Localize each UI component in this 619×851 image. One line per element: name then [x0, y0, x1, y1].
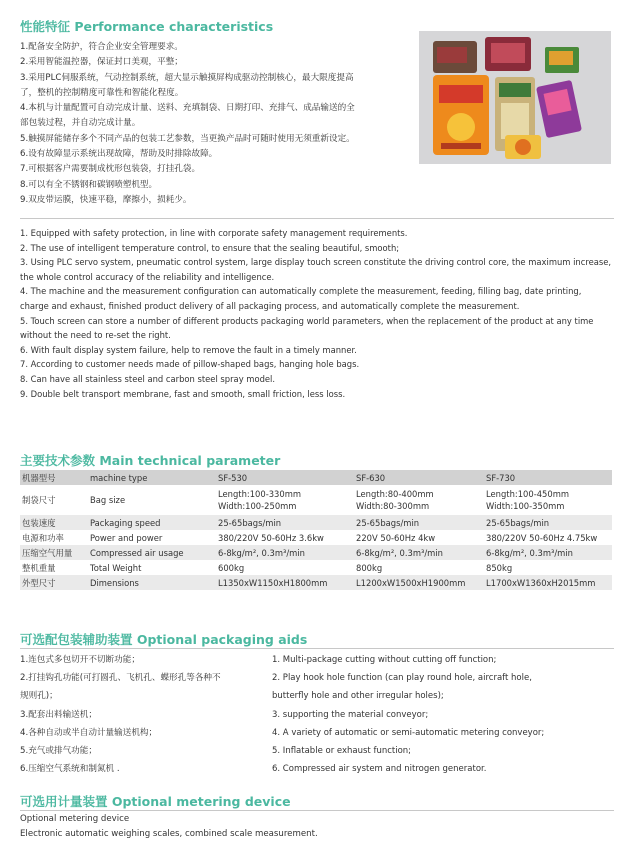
list-item: 5.触摸屏能储存多个不同产品的包装工艺参数，当更换产品时可随时使用无须重新设定。	[20, 133, 355, 144]
aids-title: 可选配包装辅助装置 Optional packaging aids	[20, 632, 308, 647]
table-cell: 6-8kg/m², 0.3m³/min	[486, 547, 573, 558]
divider	[20, 218, 614, 219]
table-cell: 整机重量	[22, 562, 56, 573]
cell-line: Width:100-250mm	[218, 501, 297, 511]
performance-en-list	[20, 226, 612, 401]
table-cell: 800kg	[356, 562, 383, 573]
cell-line: Length:80-400mm	[356, 489, 434, 499]
performance-title: 性能特征 Performance characteristics	[20, 19, 274, 34]
list-item: 7. According to customer needs made of pillow-shaped bags, hanging hole bags.	[20, 359, 360, 370]
list-item: 6.设有故障显示系统出现故障，帮助及时排除故障。	[20, 149, 218, 160]
table-row	[20, 470, 612, 485]
table-cell: 外型尺寸	[22, 577, 56, 588]
table-cell: 机器型号	[22, 472, 56, 483]
performance-cn-list	[20, 40, 415, 208]
table-cell: 25-65bags/min	[486, 517, 550, 528]
cell-line: Length:100-330mm	[218, 489, 302, 499]
list-item: 2.打挂钩孔功能(可打圆孔、飞机孔、蝶形孔等各种不	[20, 673, 221, 684]
table-cell: 电源和功率	[22, 532, 64, 543]
table-cell: Dimensions	[90, 577, 139, 588]
list-item: 4. A variety of automatic or semi-automatic metering conveyor;	[272, 727, 545, 738]
metering-title: 可选用计量装置 Optional metering device	[20, 794, 291, 809]
cell-line: Length:100-450mm	[486, 489, 570, 499]
table-cell: 6-8kg/m², 0.3m³/min	[218, 547, 305, 558]
table-cell: 600kg	[218, 562, 245, 573]
table-cell: 380/220V 50-60Hz 4.75kw	[486, 532, 598, 543]
table-cell: 220V 50-60Hz 4kw	[356, 532, 436, 543]
table-cell	[484, 485, 612, 515]
list-item: 2. The use of intelligent temperature control, to ensure that the sealing beautiful, smooth;	[20, 242, 400, 253]
list-item: 2.采用智能温控器，保证封口美观，平整；	[20, 57, 183, 68]
table-row	[20, 515, 612, 530]
table-cell: 6-8kg/m², 0.3m³/min	[356, 547, 443, 558]
table-cell	[354, 485, 484, 515]
cell-line: Width:80-300mm	[356, 501, 430, 511]
technical-title: 主要技术参数 Main technical parameter	[20, 453, 281, 468]
product-photo	[419, 31, 611, 164]
list-item: 3.采用PLC伺服系统，气动控制系统，超大显示触摸屏构成驱动控制核心，最大限度提高	[20, 72, 354, 83]
table-cell	[216, 485, 354, 515]
table-cell: 包装速度	[22, 517, 56, 528]
table-cell: machine type	[90, 472, 148, 483]
list-item: 部包装过程，并自动完成计量。	[20, 118, 141, 129]
divider	[20, 648, 614, 649]
table-cell: SF-530	[218, 472, 248, 483]
list-item: 5. Inflatable or exhaust function;	[272, 746, 412, 757]
table-row	[20, 575, 612, 590]
list-item: 1. Multi-package cutting without cutting off function;	[272, 655, 497, 665]
aids-cn-list	[20, 651, 265, 778]
table-cell: 制袋尺寸	[22, 495, 56, 505]
list-item: 6. With fault display system failure, help to remove the fault in a timely manner.	[20, 344, 357, 355]
list-item: 4.各种自动或半自动计量输送机构；	[20, 727, 158, 738]
table-row	[20, 560, 612, 575]
table-cell: Power and power	[90, 532, 163, 543]
table-cell: L1700xW1360xH2015mm	[486, 577, 596, 588]
table-row	[20, 530, 612, 545]
metering-text	[20, 812, 612, 842]
table-cell: 25-65bags/min	[356, 517, 420, 528]
list-item: 5. Touch screen can store a number of different products packaging world parameters, when the replacement of the product at any time without the need to re-set the right.	[20, 315, 594, 341]
table-cell: Total Weight	[90, 562, 142, 573]
list-item: 4. The machine and the measurement configuration can automatically complete the measurement, feeding, filling bag, date printing, charge and exhaust, finished product delivery of all packaging process, and automatically complete the measurement.	[20, 286, 582, 311]
list-item: 7.可根据客户需要制成枕形包装袋，打挂孔袋。	[20, 164, 201, 175]
list-item: 4.本机与计量配置可自动完成计量、送料、充填制袋、日期打印、充排气、成品输送的全	[20, 103, 355, 114]
list-item: 了，整机的控制精度可靠性和智能化程度。	[20, 87, 184, 98]
list-item: 5.充气或排气功能；	[20, 746, 97, 757]
spec-table	[20, 470, 612, 590]
aids-en-list	[272, 651, 614, 778]
table-cell: Bag size	[90, 495, 126, 505]
table-cell: 850kg	[486, 562, 513, 573]
table-row	[20, 545, 612, 560]
table-cell: SF-730	[486, 472, 516, 483]
table-cell: 25-65bags/min	[218, 517, 282, 528]
metering-line: Electronic automatic weighing scales, combined scale measurement.	[20, 829, 318, 839]
list-item: butterfly hole and other irregular holes);	[272, 691, 444, 702]
list-item: 8.可以有全不锈钢和碳钢喷塑机型。	[20, 179, 158, 190]
cell-line: Width:100-350mm	[486, 501, 565, 511]
list-item: 6. Compressed air system and nitrogen generator.	[272, 764, 487, 775]
list-item: 规则孔)；	[20, 691, 58, 702]
table-cell: 380/220V 50-60Hz 3.6kw	[218, 532, 324, 543]
list-item: 1.连包式多包切开不切断功能；	[20, 655, 140, 665]
divider	[20, 810, 614, 811]
list-item: 2. Play hook hole function (can play round hole, aircraft hole,	[272, 673, 532, 684]
table-cell: 压缩空气用量	[22, 547, 73, 558]
list-item: 3. supporting the material conveyor;	[272, 709, 429, 720]
table-cell: Compressed air usage	[90, 547, 184, 558]
table-cell: Packaging speed	[90, 517, 161, 528]
list-item: 9.双皮带运膜，快速平稳，摩擦小，损耗少。	[20, 194, 192, 205]
list-item: 8. Can have all stainless steel and carbon steel spray model.	[20, 373, 276, 384]
table-row	[20, 485, 612, 515]
list-item: 6.压缩空气系统和制氮机 .	[20, 764, 120, 775]
list-item: 1. Equipped with safety protection, in line with corporate safety management requirements.	[20, 228, 408, 238]
list-item: 1.配备安全防护，符合企业安全管理要求。	[20, 42, 183, 52]
list-item: 3. Using PLC servo system, pneumatic control system, large display touch screen constitute the driving control core, the maximum increase, the whole control accuracy of the reliability and intelligence.	[20, 257, 612, 282]
list-item: 3.配套出料输送机；	[20, 709, 97, 720]
list-item: 9. Double belt transport membrane, fast and smooth, small friction, less loss.	[20, 388, 346, 399]
table-cell: SF-630	[356, 472, 386, 483]
table-cell: L1200xW1500xH1900mm	[356, 577, 466, 588]
table-cell: L1350xW1150xH1800mm	[218, 577, 328, 588]
metering-line: Optional metering device	[20, 814, 130, 824]
